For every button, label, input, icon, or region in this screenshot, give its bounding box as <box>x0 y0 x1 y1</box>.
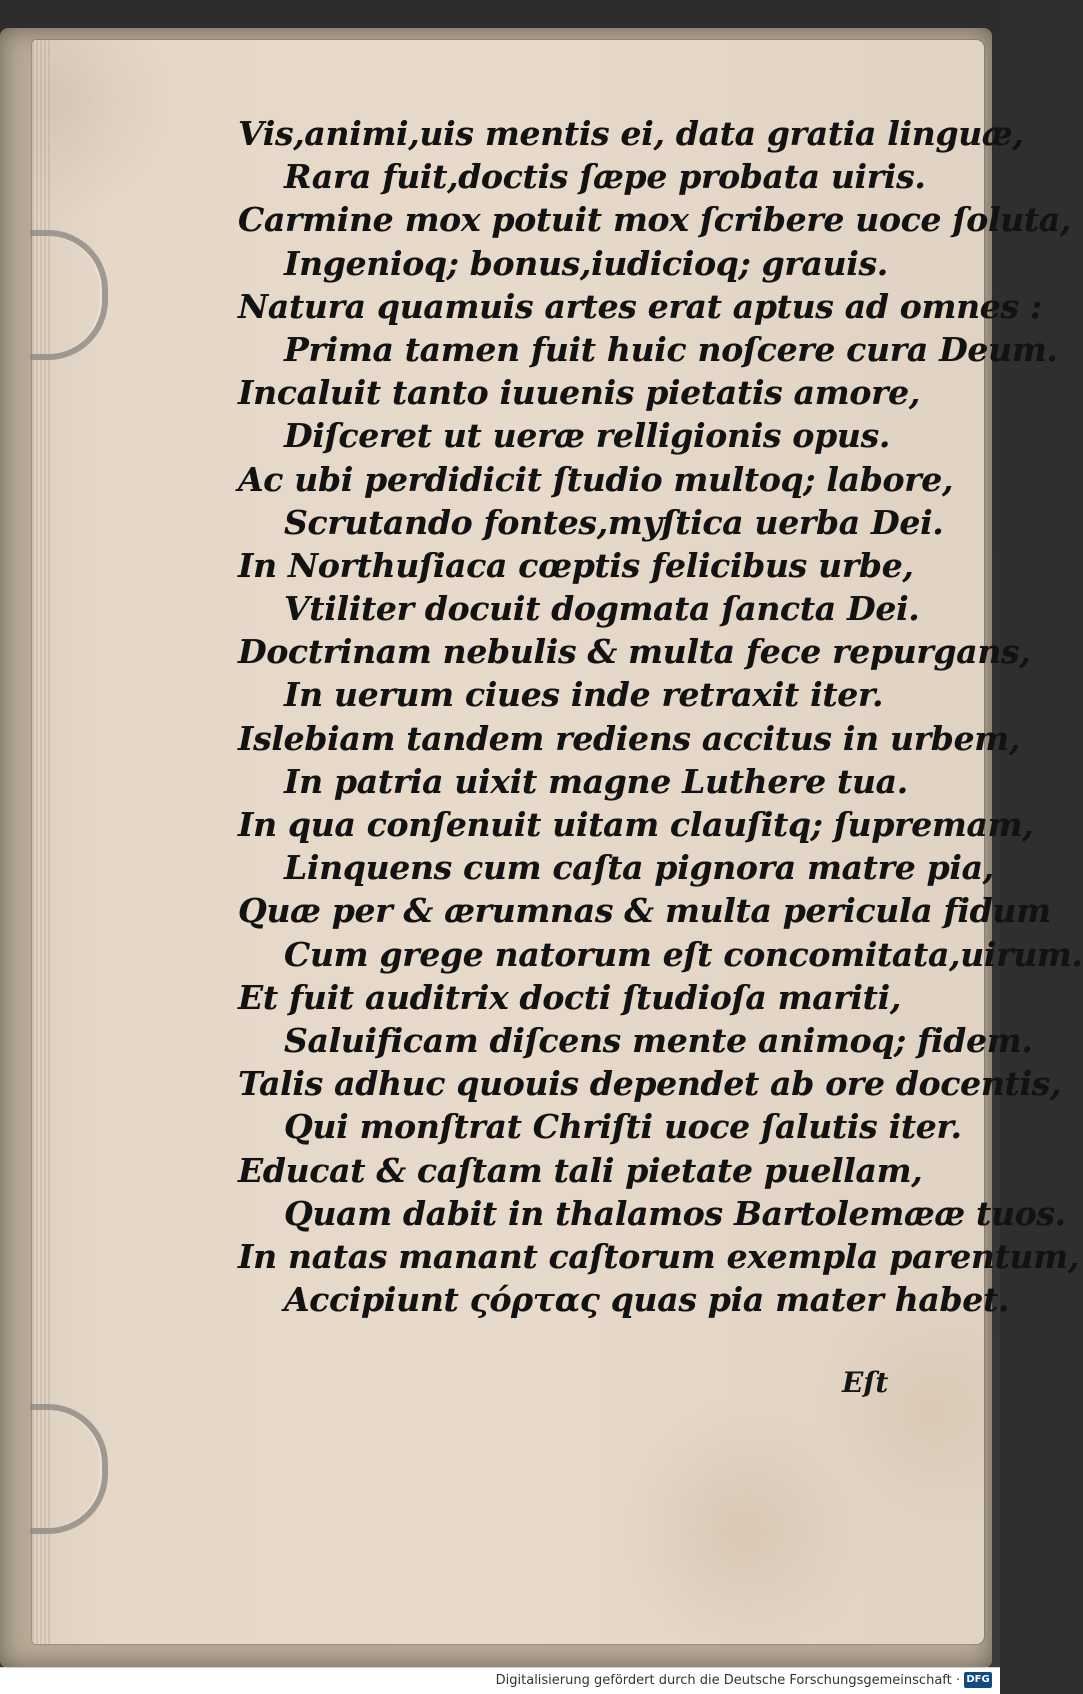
poem-line-8: Diſceret ut ueræ relligionis opus. <box>284 416 891 456</box>
poem-line-7: Incaluit tanto iuuenis pietatis amore, <box>238 373 921 413</box>
poem-line-16: In patria uixit magne Luthere tua. <box>284 761 908 801</box>
poem-line-28: Accipiunt ςόρτας quas pia mater habet. <box>284 1280 1010 1320</box>
poem-line-2: Rara fuit,doctis ſæpe probata uiris. <box>284 157 926 197</box>
dfg-logo: DFG <box>964 1672 992 1688</box>
poem-line-24: Qui monſtrat Chriſti uoce ſalutis iter. <box>284 1107 962 1147</box>
poem-line-15: Islebiam tandem rediens accitus in urbem, <box>238 718 1021 758</box>
poem-line-18: Linquens cum caſta pignora matre pia, <box>284 848 994 888</box>
poem-text-block <box>238 112 1083 1321</box>
poem-line-20: Cum grege natorum eſt concomitata,uirum. <box>284 934 1083 974</box>
poem-line-22: Saluificam diſcens mente animoq; fidem. <box>284 1020 1033 1060</box>
poem-line-17: In qua conſenuit uitam clauſitq; ſupremam, <box>238 805 1034 844</box>
poem-line-1: Vis,animi,uis mentis ei, data gratia linguæ, <box>238 114 1024 153</box>
digitization-footer <box>0 1667 1000 1694</box>
poem-line-21: Et fuit auditrix docti ſtudioſa mariti, <box>238 977 902 1017</box>
poem-line-5: Natura quamuis artes erat aptus ad omnes : <box>238 286 1042 326</box>
book-page <box>32 40 1083 1644</box>
poem-line-4: Ingenioq; bonus,iudicioq; grauis. <box>284 243 888 283</box>
poem-line-9: Ac ubi perdidicit ſtudio multoq; labore, <box>238 459 954 499</box>
poem-line-3: Carmine mox potuit mox ſcribere uoce ſoluta, <box>238 200 1072 240</box>
funding-credit: Digitalisierung gefördert durch die Deutsche Forschungsgemeinschaft · <box>495 1673 960 1688</box>
catchword: Eſt <box>842 1366 889 1399</box>
poem-line-13: Doctrinam nebulis & multa fece repurgans, <box>238 632 1031 672</box>
poem-line-6: Prima tamen fuit huic noſcere cura Deum. <box>284 329 1058 369</box>
poem-line-19: Quæ per & ærumnas & multa pericula fidum <box>238 891 1051 931</box>
poem-line-26: Quam dabit in thalamos Bartolemææ tuos. <box>284 1193 1066 1233</box>
poem-line-25: Educat & caſtam tali pietate puellam, <box>238 1150 923 1190</box>
poem-line-12: Vtiliter docuit dogmata ſancta Dei. <box>284 589 920 629</box>
poem-line-23: Talis adhuc quouis dependet ab ore docentis, <box>238 1064 1062 1104</box>
metal-clip-icon-top <box>30 230 108 360</box>
metal-clip-icon-bottom <box>30 1404 108 1534</box>
poem-line-11: In Northuſiaca cœptis felicibus urbe, <box>238 545 914 585</box>
poem-line-14: In uerum ciues inde retraxit iter. <box>284 675 884 715</box>
poem-line-27: In natas manant caſtorum exempla parentum, <box>238 1236 1080 1276</box>
poem-line-10: Scrutando fontes,myſtica uerba Dei. <box>284 502 944 542</box>
